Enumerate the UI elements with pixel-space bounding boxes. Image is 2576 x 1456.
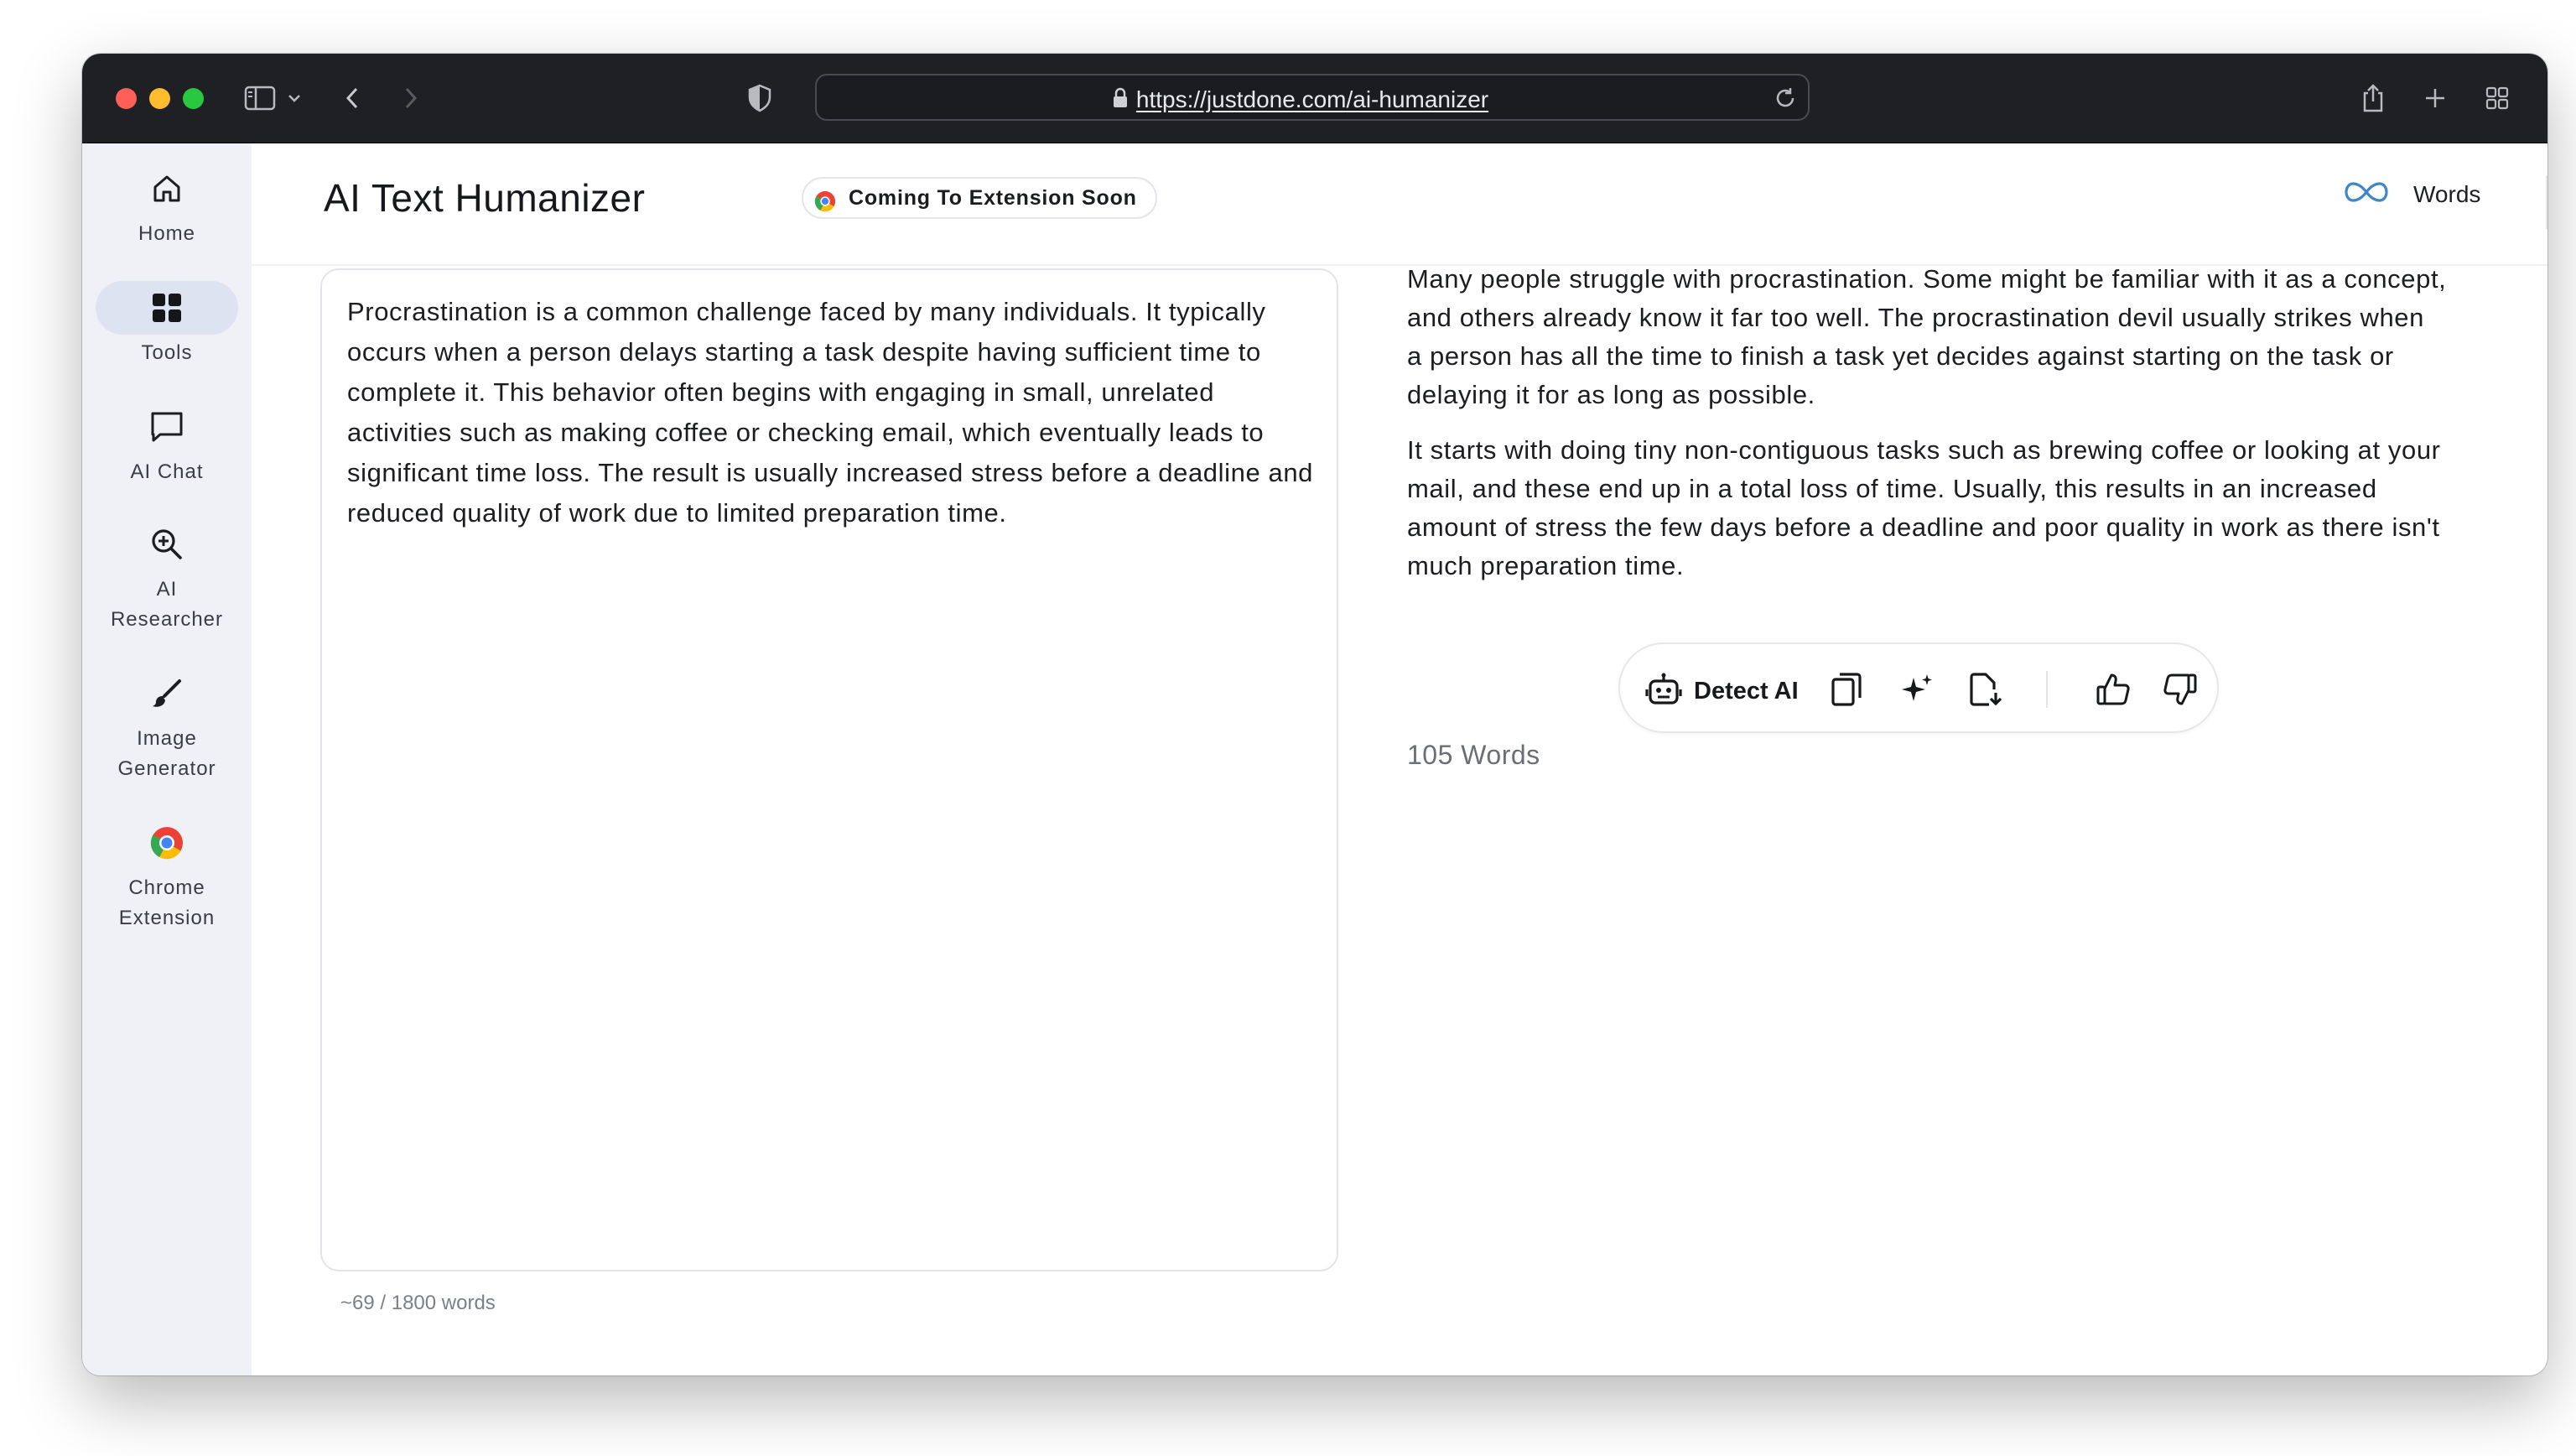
extension-coming-soon-badge[interactable] [802,177,1157,219]
forward-arrow-icon[interactable] [392,80,429,117]
infinity-icon [2345,180,2388,208]
robot-icon [1645,671,1682,712]
reload-icon[interactable] [1773,86,1798,115]
words-balance[interactable] [2345,180,2480,208]
brush-icon [96,667,238,720]
word-limit-counter: ~69 / 1800 words [340,1292,496,1314]
detect-ai-label: Detect AI [1694,678,1799,705]
sidebar-item-home[interactable] [82,162,252,249]
sparkle-icon [1898,671,1935,712]
chat-icon [96,400,238,454]
extension-badge-label: Coming To Extension Soon [849,186,1137,210]
thumbs-down-button[interactable] [2162,671,2199,712]
sidebar-item-ai-researcher[interactable] [82,517,252,635]
thumbs-down-icon [2162,671,2199,712]
rewrite-sparkle-button[interactable] [1898,671,1935,712]
thumbs-up-button[interactable] [2095,671,2132,712]
sidebar-item-label: Chrome Extension [118,876,216,929]
detect-ai-button[interactable] [1645,671,1799,712]
sidebar-item-label: Tools [141,341,193,364]
sidebar-item-ai-chat[interactable] [82,400,252,487]
close-window-button[interactable] [116,88,137,109]
sidebar-item-chrome-extension[interactable] [82,816,252,933]
chevron-down-icon[interactable] [283,80,305,117]
browser-window [82,54,2547,1375]
thumbs-up-icon [2095,671,2132,712]
page-header [252,143,2547,266]
page-title: AI Text Humanizer [324,176,646,220]
minimize-window-button[interactable] [149,88,170,109]
output-action-bar [1618,642,2219,733]
action-divider [2046,671,2048,708]
sidebar-toggle-icon[interactable] [242,80,278,117]
address-bar[interactable] [815,74,1810,121]
zoom-window-button[interactable] [183,88,204,109]
home-icon [96,162,238,216]
chrome-icon [96,816,238,870]
grid-icon [96,281,238,335]
output-text [1407,260,2447,602]
download-file-icon [1967,671,2004,712]
chrome-icon [813,187,837,226]
output-paragraph: Many people struggle with procrastination. Some might be familiar with it as a concept, and others already know it far too well. The procrastination devil usually strikes when a person has all the time to finish a task yet decides against starting on the task or delaying it for as long as possible. [1407,264,2447,409]
search-zoom-icon [96,517,238,571]
download-button[interactable] [1967,671,2004,712]
copy-icon [1830,671,1863,712]
back-arrow-icon[interactable] [334,80,371,117]
tab-overview-icon[interactable] [2479,80,2516,117]
browser-toolbar [82,54,2547,143]
sidebar-item-label: Image Generator [117,727,216,780]
sidebar [82,143,252,1375]
header-divider [2546,175,2547,229]
output-paragraph: It starts with doing tiny non-contiguous tasks such as brewing coffee or looking at your mail, and these end up in a total loss of time. Usually, this results in an increased amount of stress the few days before a deadline and poor quality in work as there isn't much preparation time. [1407,435,2441,580]
new-tab-icon[interactable] [2417,80,2454,117]
words-label: Words [2413,180,2481,207]
sidebar-item-image-generator[interactable] [82,667,252,784]
sidebar-item-tools[interactable] [82,281,252,368]
sidebar-item-label: AI Researcher [110,578,224,631]
output-word-count: 105 Words [1407,740,1540,770]
input-text-editor[interactable] [320,268,1338,1271]
sidebar-item-label: AI Chat [130,460,204,483]
input-text[interactable]: Procrastination is a common challenge faced by many individuals. It typically occurs when a person delays starting a task despite having sufficient time to complete it. This behavior often begins with engaging in small, unrelated activities such as making coffee or checking email, which eventually leads to significant time loss. The result is usually increased stress before a deadline and reduced quality of work due to limited preparation time. [347,297,1314,528]
copy-button[interactable] [1830,671,1863,712]
share-icon[interactable] [2355,80,2392,117]
sidebar-item-label: Home [138,222,196,245]
url-text[interactable]: https://justdone.com/ai-humanizer [1135,86,1489,112]
privacy-shield-icon[interactable] [741,80,778,117]
